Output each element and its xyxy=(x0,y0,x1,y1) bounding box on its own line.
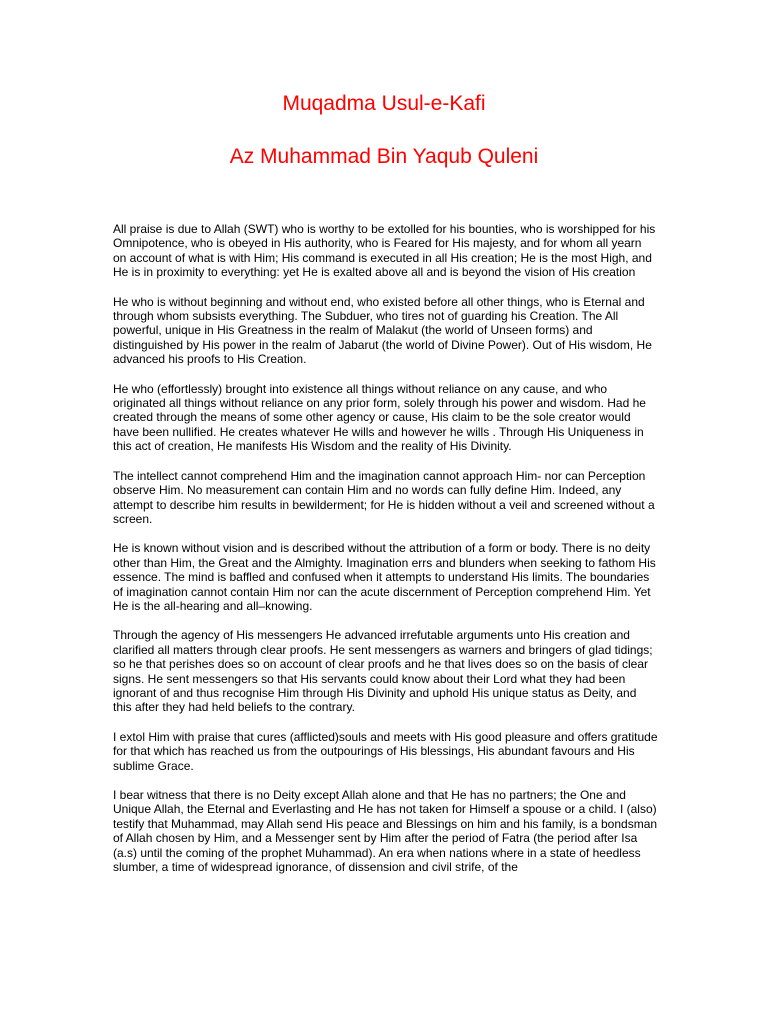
document-title: Muqadma Usul-e-Kafi xyxy=(282,92,486,115)
document-body xyxy=(113,222,658,889)
paragraph-3: He who (effortlessly) brought into existence all things without reliance on any cause, and who originated all things without reliance on any prior form, solely through his power and wisdom. Had he created through the means of some other agency or cause, His claim to be the sole creator would have been nullified. He creates whatever He wills and however he wills . Through His Uniqueness in this act of creation, He manifests His Wisdom and the reality of His Divinity. xyxy=(113,381,646,454)
paragraph-5: He is known without vision and is described without the attribution of a form or body. There is no deity other than Him, the Great and the Almighty. Imagination errs and blunders when seeking to fathom His essence. The mind is baffled and confused when it attempts to understand His limits. The boundaries of imagination cannot contain Him nor can the acute discernment of Perception comprehend Him. Yet He is the all-hearing and all–knowing. xyxy=(113,541,656,613)
paragraph-1: All praise is due to Allah (SWT) who is worthy to be extolled for his bounties, who is worshipped for his Omnipotence, who is obeyed in His authority, who is Feared for His majesty, and for whom all yearn on account of what is with Him; His command is executed in all His creation; He is the most High, and He is in proximity to everything: yet He is exalted above all and is beyond the vision of His creation xyxy=(113,222,656,280)
paragraph-7: I extol Him with praise that cures (afflicted)souls and meets with His good pleasure and offers gratitude for that which has reached us from the outpourings of His blessings, His abundant favours and His sublime Grace. xyxy=(113,729,658,773)
paragraph-2: He who is without beginning and without end, who existed before all other things, who is Eternal and through whom subsists everything. The Subduer, who tires not of guarding his Creation. The All powerful, unique in His Greatness in the realm of Malakut (the world of Unseen forms) and distinguished by His power in the realm of Jabarut (the world of Divine Power). Out of His wisdom, He advanced his proofs to His Creation. xyxy=(113,294,652,367)
paragraph-6: Through the agency of His messengers He advanced irrefutable arguments unto His creation and clarified all matters through clear proofs. He sent messengers as warners and bringers of glad tidings; so he that perishes does so on account of clear proofs and he that lives does so on the basis of clear signs. He sent messengers so that His servants could know about their Lord what they had been ignorant of and thus recognise Him through His Divinity and uphold His unique status as Deity, and this after they had held beliefs to the contrary. xyxy=(113,628,653,715)
paragraph-8: I bear witness that there is no Deity except Allah alone and that He has no partners; the One and Unique Allah, the Eternal and Everlasting and He has not taken for Himself a spouse or a child. I (also) testify that Muhammad, may Allah send His peace and Blessings on him and his family, is a bondsman of Allah chosen by Him, and a Messenger sent by Him after the period of Fatra (the period after Isa (a.s) until the coming of the prophet Muhammad). An era when nations where in a state of heedless slumber, a time of widespread ignorance, of dissension and civil strife, of the xyxy=(113,788,658,875)
paragraph-4: The intellect cannot comprehend Him and the imagination cannot approach Him- nor can Perception observe Him. No measurement can contain Him and no words can fully define Him. Indeed, any attempt to describe him results in bewilderment; for He is hidden without a veil and screened without a screen. xyxy=(113,468,655,526)
document-subtitle: Az Muhammad Bin Yaqub Quleni xyxy=(229,145,539,168)
